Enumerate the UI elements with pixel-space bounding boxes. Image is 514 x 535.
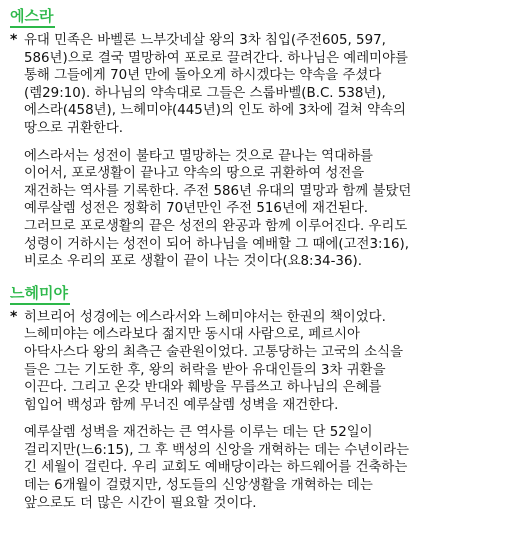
section-body-ezra — [24, 32, 508, 277]
section-title-ezra: 에스라 — [10, 6, 55, 28]
section-entry-nehemiah — [10, 309, 508, 519]
paragraph: 유대 민족은 바벨론 느부갓네살 왕의 3차 침입(주전605, 597, 586년)으로 결국 멸망하여 포로로 끌려간다. 하나님은 예레미야를 통해 그들에게 70년 만에 돌아오게 하시겠다는 약속을 주셨다 (렘29:10). 하나님의 약속대로 그들은 스룹바벨(B.C. 538년), 에스라(458년), 느헤미야(445년)의 인도 하에 3차에 걸쳐 약속의 땅으로 귀환한다. — [24, 33, 408, 136]
section-ezra — [10, 4, 508, 277]
paragraph: 예루살렘 성벽을 재건하는 큰 역사를 이루는 데는 단 52일이 걸리지만(느6:15), 그 후 백성의 신앙을 개혁하는 데는 수년이라는 긴 세월이 걸린다. 우리 교회도 예배당이라는 하드웨어를 건축하는 데는 6개월이 걸렸지만, 성도들의 신앙생활을 개혁하는 데는 앞으로도 더 많은 시간이 필요할 것이다. — [24, 425, 410, 511]
section-entry-ezra — [10, 32, 508, 277]
section-title-nehemiah: 느헤미야 — [10, 283, 70, 305]
bullet-marker: * — [10, 308, 18, 325]
section-nehemiah — [10, 281, 508, 519]
bullet-marker: * — [10, 32, 18, 48]
section-body-nehemiah — [24, 309, 508, 519]
paragraph: 에스라서는 성전이 불타고 멸망하는 것으로 끝나는 역대하를 이어서, 포로생활이 끝나고 약속의 땅으로 귀환하여 성전을 재건하는 역사를 기록한다. 주전 586년 유대의 멸망과 함께 불탔던 예루살렘 성전은 정확히 70년만인 주전 516년에 재건된다. 그러므로 포로생활의 끝은 성전의 완공과 함께 이루어진다. 우리도 성령이 거하시는 성전이 되어 하나님을 예배할 그 때에(고전3:16), 비로소 우리의 포로 생활이 끝이 나는 것이다(요8:34-36). — [24, 148, 412, 270]
paragraph: 히브리어 성경에는 에스라서와 느헤미야서는 한권의 책이었다. 느헤미야는 에스라보다 젊지만 동시대 사람으로, 페르시아 아닥사스다 왕의 최측근 술관원이었다. 고통당하는 고국의 소식을 들은 그는 기도한 후, 왕의 허락을 받아 유대인들의 3차 귀환을 이끈다. 그리고 온갖 반대와 훼방을 무릅쓰고 하나님의 은혜를 힘입어 백성과 함께 무너진 예루살렘 성벽을 재건한다. — [24, 309, 404, 413]
